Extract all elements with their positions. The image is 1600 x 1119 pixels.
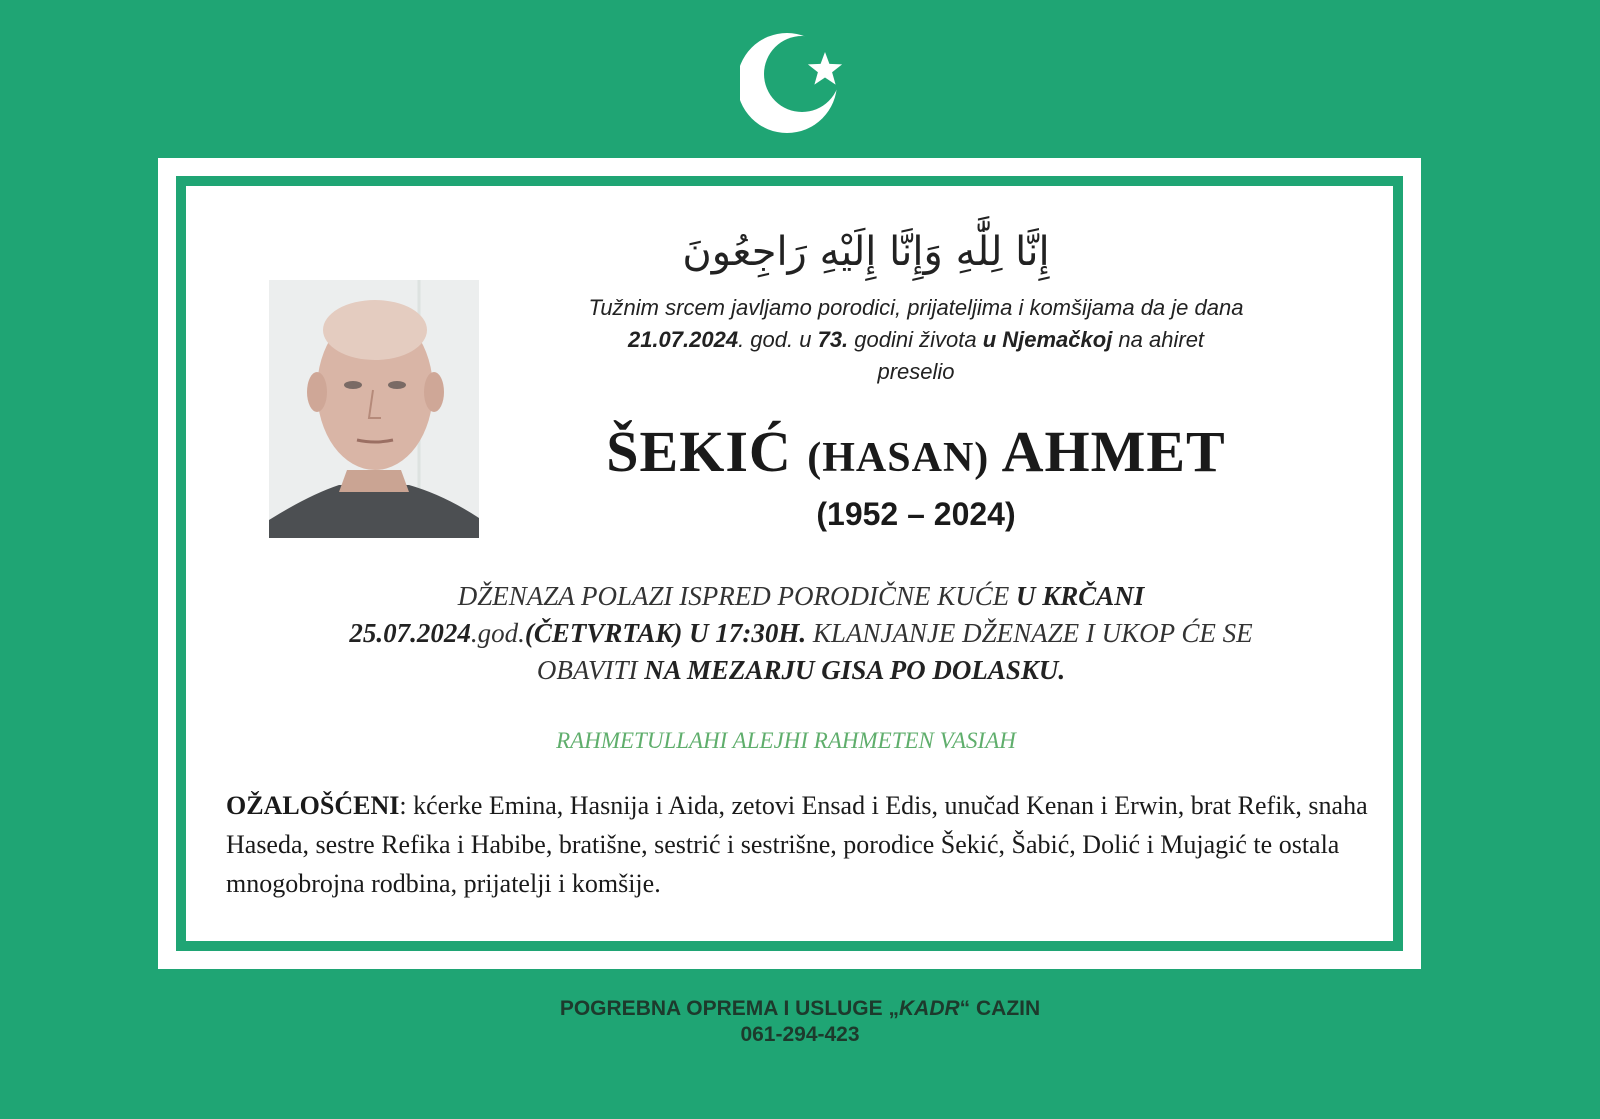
prayer-text: RAHMETULLAHI ALEJHI RAHMETEN VASIAH (556, 728, 1016, 753)
funeral-date: 25.07.2024 (349, 618, 471, 648)
service-fragment: “ CAZIN (959, 997, 1041, 1020)
funeral-fragment: OBAVITI (536, 655, 645, 685)
announcement-line-3: preselio (877, 359, 955, 384)
service-name (400, 996, 1200, 1022)
death-place: u Njemačkoj (982, 327, 1113, 352)
mourners-label: OŽALOŠĆENI (226, 791, 400, 820)
announcement-fragment: na ahiret (1112, 327, 1205, 352)
service-fragment: POGREBNA OPREMA I USLUGE „ (559, 997, 899, 1020)
announcement-line-2 (516, 324, 1316, 356)
announcement-fragment: . god. u (738, 327, 818, 352)
death-date: 21.07.2024 (627, 327, 739, 352)
surname: ŠEKIĆ (606, 419, 792, 484)
arabic-verse: إِنَّا لِلَّٰهِ وَإِنَّا إِلَيْهِ رَاجِعُونَ (682, 229, 1050, 275)
funeral-time: (ČETVRTAK) U 17:30H. (524, 618, 807, 648)
crescent-and-star-icon (740, 28, 860, 138)
funeral-fragment: DŽENAZA POLAZI ISPRED PORODIČNE KUĆE (457, 581, 1016, 611)
funeral-line-2 (226, 615, 1376, 652)
funeral-fragment: .god. (470, 618, 525, 648)
announcement-text (516, 292, 1316, 388)
service-brand: KADR (898, 997, 960, 1020)
age: 73. (817, 327, 849, 352)
funeral-line-1 (226, 578, 1376, 615)
announcement-fragment: godini života (848, 327, 983, 352)
funeral-fragment: KLANJANJE DŽENAZE I UKOP ĆE SE (806, 618, 1253, 648)
first-name: AHMET (1001, 419, 1226, 484)
mourners-list (226, 786, 1376, 903)
funeral-location: U KRČANI (1015, 581, 1145, 611)
funeral-service-footer (400, 996, 1200, 1048)
burial-place: NA MEZARJU GISA PO DOLASKU. (644, 655, 1066, 685)
service-phone: 061-294-423 (740, 1023, 860, 1046)
funeral-details (226, 578, 1376, 689)
father-name: (HASAN) (807, 435, 990, 481)
funeral-line-3 (226, 652, 1376, 689)
deceased-name (486, 418, 1346, 485)
obituary-card (176, 176, 1403, 951)
announcement-line-1: Tužnim srcem javljamo porodici, prijateljima i komšijama da je dana (588, 295, 1244, 320)
portrait-photo (269, 280, 479, 538)
mourners-text: : kćerke Emina, Hasnija i Aida, zetovi Ensad i Edis, unučad Kenan i Erwin, brat Refik, snaha Haseda, sestre Refika i Habibe, bratišne, sestrić i sestrišne, porodice Šekić, Šabić, Dolić i Mujagić te ostala mnogobrojna rodbina, prijatelji i komšije. (226, 791, 1368, 898)
life-years: (1952 – 2024) (816, 496, 1016, 532)
